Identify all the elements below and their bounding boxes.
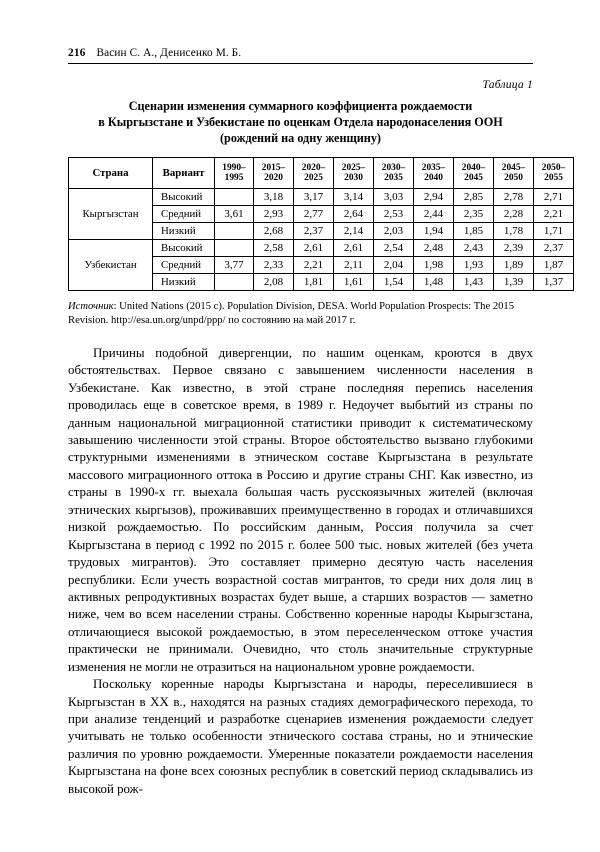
table-source-note — [68, 300, 533, 328]
column-header-period-2030-2035: 2030– 2035 — [374, 158, 414, 189]
variant-cell: Высокий — [153, 189, 215, 206]
value-cell: 1,98 — [414, 257, 454, 274]
variant-cell: Средний — [153, 257, 215, 274]
column-header-period-2050-2055: 2050– 2055 — [534, 158, 574, 189]
source-text: : United Nations (2015 c). Population Division, DESA. World Population Prospects: The 2015 Revision. http://esa.un.org/unpd/ppp/ по состоянию на май 2017 г. — [68, 301, 515, 327]
value-cell: 2,33 — [254, 257, 294, 274]
value-cell: 2,61 — [334, 240, 374, 257]
value-cell: 1,37 — [534, 274, 574, 291]
value-cell: 2,43 — [454, 240, 494, 257]
body-text — [68, 345, 533, 798]
value-cell: 1,43 — [454, 274, 494, 291]
column-header-period-2045-2050: 2045– 2050 — [494, 158, 534, 189]
variant-cell: Низкий — [153, 274, 215, 291]
value-cell: 3,17 — [294, 189, 334, 206]
value-cell: 3,61 — [215, 206, 254, 223]
value-cell: 2,54 — [374, 240, 414, 257]
value-cell: 2,37 — [534, 240, 574, 257]
value-cell: 2,94 — [414, 189, 454, 206]
value-cell: 2,39 — [494, 240, 534, 257]
paragraph: Причины подобной дивергенции, по нашим оценкам, кроются в двух обстоятельствах. Первое связано с завышением численности населения в Узбекистане. Как известно, в этой стране последняя перепись населения проводилась еще в советское время, в 1989 г. Недоучет выбытий из страны по данным национальной миграционной статистики приводит к систематическому завышению численности этой страны. Второе обстоятельство вызвано глубокими структурными изменениями в этническом составе Кыргызстана в результате массового миграционного оттока в Россию и другие страны СНГ. Как известно, из страны в 1990-х гг. выехала большая часть русскоязычных жителей (включая этнических кыргызов), проживавших преимущественно в городах и отличавшихся низкой рождаемостью. По российским данным, Россия получила за счет Кыргызстана в период с 1992 по 2015 г. более 500 тыс. новых жителей (без учета трудовых мигрантов). Это составляет примерно десятую часть населения республики. Если учесть возрастной состав мигрантов, то среди них доля лиц в активных репродуктивных возрастах будет выше, а старших возрастов — заметно ниже, чем во всем населении страны. Собственно коренные народы Кырыгзстана, отличающиеся высокой рождаемостью, в этом переселенческом оттоке участия практически не принимали. Очевидно, что столь значительные структурные изменения не могли не отразиться на национальном уровне рождаемости. — [68, 345, 533, 674]
value-cell: 2,35 — [454, 206, 494, 223]
value-cell: 2,08 — [254, 274, 294, 291]
value-cell: 2,44 — [414, 206, 454, 223]
value-cell: 1,89 — [494, 257, 534, 274]
country-cell-uzbekistan: Узбекистан — [69, 240, 153, 291]
value-cell: 1,54 — [374, 274, 414, 291]
fertility-scenarios-table — [68, 157, 574, 291]
value-cell: 2,64 — [334, 206, 374, 223]
document-page — [68, 0, 566, 798]
value-cell: 2,28 — [494, 206, 534, 223]
value-cell: 1,94 — [414, 223, 454, 240]
header-divider — [68, 63, 533, 64]
value-cell: 2,77 — [294, 206, 334, 223]
variant-cell: Средний — [153, 206, 215, 223]
value-cell: 3,14 — [334, 189, 374, 206]
value-cell: 2,21 — [534, 206, 574, 223]
value-cell: 3,18 — [254, 189, 294, 206]
table-title-line-3: (рождений на одну женщину) — [220, 131, 381, 146]
column-header-period-2015-2020: 2015– 2020 — [254, 158, 294, 189]
table-row — [69, 240, 574, 257]
value-cell — [215, 240, 254, 257]
table-row — [69, 189, 574, 206]
running-head-authors: Васин С. А., Денисенко М. Б. — [96, 47, 242, 59]
value-cell — [215, 189, 254, 206]
value-cell: 1,85 — [454, 223, 494, 240]
value-cell: 1,48 — [414, 274, 454, 291]
column-header-period-2020-2025: 2020– 2025 — [294, 158, 334, 189]
column-header-period-1990-1995: 1990– 1995 — [215, 158, 254, 189]
running-head — [68, 0, 533, 59]
table-number-label: Таблица 1 — [482, 78, 533, 91]
value-cell: 2,48 — [414, 240, 454, 257]
table-header-row — [69, 158, 574, 189]
value-cell: 1,39 — [494, 274, 534, 291]
value-cell: 1,93 — [454, 257, 494, 274]
value-cell: 2,14 — [334, 223, 374, 240]
table-head — [69, 158, 574, 189]
value-cell: 2,71 — [534, 189, 574, 206]
value-cell: 2,03 — [374, 223, 414, 240]
column-header-period-2025-2030: 2025– 2030 — [334, 158, 374, 189]
value-cell: 2,37 — [294, 223, 334, 240]
value-cell: 1,71 — [534, 223, 574, 240]
table-title-line-2: в Кыргызстане и Узбекистане по оценкам Отдела народонаселения ООН — [98, 115, 503, 130]
table-title-line-1: Сценарии изменения суммарного коэффициента рождаемости — [128, 99, 473, 113]
value-cell: 1,78 — [494, 223, 534, 240]
value-cell: 2,53 — [374, 206, 414, 223]
country-cell-kyrgyzstan: Кыргызстан — [69, 189, 153, 240]
value-cell: 2,21 — [294, 257, 334, 274]
value-cell: 2,61 — [294, 240, 334, 257]
paragraph: Поскольку коренные народы Кыргызстана и народы, переселившиеся в Кыргызстан в XX в., находятся на разных стадиях демографического перехода, то при анализе тенденций и разработке сценариев изменения рождаемости следует учитывать не только особенности этнического состава страны, но и этнические различия по уровню рождаемости. Умеренные показатели рождаемости населения Кыргызстана на фоне всех союзных республик в советский период складывались из высокой рож- — [68, 677, 533, 796]
column-header-country: Страна — [69, 158, 153, 189]
value-cell: 3,03 — [374, 189, 414, 206]
page-number: 216 — [68, 47, 86, 59]
value-cell: 3,77 — [215, 257, 254, 274]
column-header-variant: Вариант — [153, 158, 215, 189]
value-cell: 2,04 — [374, 257, 414, 274]
value-cell: 2,58 — [254, 240, 294, 257]
value-cell — [215, 223, 254, 240]
value-cell — [215, 274, 254, 291]
value-cell: 2,68 — [254, 223, 294, 240]
value-cell: 2,93 — [254, 206, 294, 223]
variant-cell: Низкий — [153, 223, 215, 240]
value-cell: 2,78 — [494, 189, 534, 206]
value-cell: 2,11 — [334, 257, 374, 274]
table-title — [68, 98, 533, 146]
source-label: Источник — [68, 301, 114, 313]
value-cell: 1,61 — [334, 274, 374, 291]
value-cell: 1,87 — [534, 257, 574, 274]
value-cell: 1,81 — [294, 274, 334, 291]
value-cell: 2,85 — [454, 189, 494, 206]
column-header-period-2035-2040: 2035– 2040 — [414, 158, 454, 189]
variant-cell: Высокий — [153, 240, 215, 257]
column-header-period-2040-2045: 2040– 2045 — [454, 158, 494, 189]
table-body — [69, 189, 574, 291]
